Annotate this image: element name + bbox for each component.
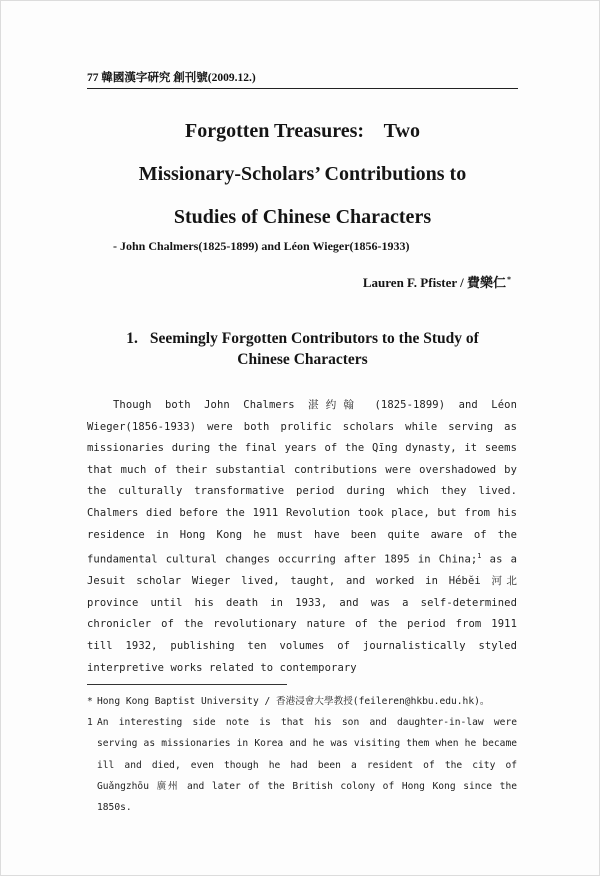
body-paragraph — [87, 395, 517, 679]
title-line-3: Studies of Chinese Characters — [173, 206, 432, 228]
subtitle: - John Chalmers(1825-1899) and Léon Wieger(1856-1933) — [113, 239, 410, 253]
footnotes — [87, 691, 517, 818]
title-line-2: Missionary-Scholars’ Contributions to — [138, 163, 467, 185]
footnote-text: Hong Kong Baptist University / 香港浸會大學教授(feileren@hkbu.edu.hk)。 — [97, 696, 490, 707]
footnote-text: An interesting side note is that his son and daughter-in-law were serving as missionaries in Korea and he was visiting them when he became ill and died, even though he had been a resident of the city of Guǎngzhōu 廣州 and later of the British colony of Hong Kong since the 1850s. — [97, 717, 517, 814]
section-title-line-2: Chinese Characters — [237, 351, 368, 368]
footnote-star — [87, 691, 517, 712]
title-line-1: Forgotten Treasures: Two — [185, 120, 420, 142]
author-footnote-mark: * — [507, 274, 511, 284]
footnote-ref-1: 1 — [477, 552, 482, 561]
footnote-mark: * — [87, 696, 93, 707]
author-name: Lauren F. Pfister / 費樂仁 — [362, 275, 506, 290]
author-line — [363, 272, 511, 291]
body-text-part-1: Though both John Chalmers 湛约翰 (1825-1899) and Léon Wieger(1856-1933) were both prolific scholars while serving as missionaries during the final years of the Qīng dynasty, it seems that much of their substantial contributions were overshadowed by the culturally transformative period during which they lived. Chalmers died before the 1911 Revolution took place, but from his residence in Hong Kong he must have been quite aware of the fundamental cultural changes occurring after 1895 in China; — [87, 399, 517, 566]
header-rule — [87, 88, 518, 89]
footnote-mark: 1 — [87, 717, 93, 729]
running-head: 77 韓國漢字硏究 創刊號(2009.12.) — [87, 72, 256, 84]
body-text — [87, 395, 517, 679]
footnote-separator — [87, 684, 287, 685]
section-title-line-1: Seemingly Forgotten Contributors to the Study of — [149, 330, 479, 347]
body-text-part-2: as a Jesuit scholar Wieger lived, taught, and worked in Hébĕi 河北 province until his death in 1933, and was a self-determined chronicler of the revolutionary nature of the period from 1911 till 1932, publishing ten volumes of journalistically styled interpretive works related to contemporary — [87, 553, 517, 674]
footnote-1 — [87, 712, 517, 818]
section-number: 1. — [126, 330, 138, 347]
section-heading — [87, 330, 518, 348]
